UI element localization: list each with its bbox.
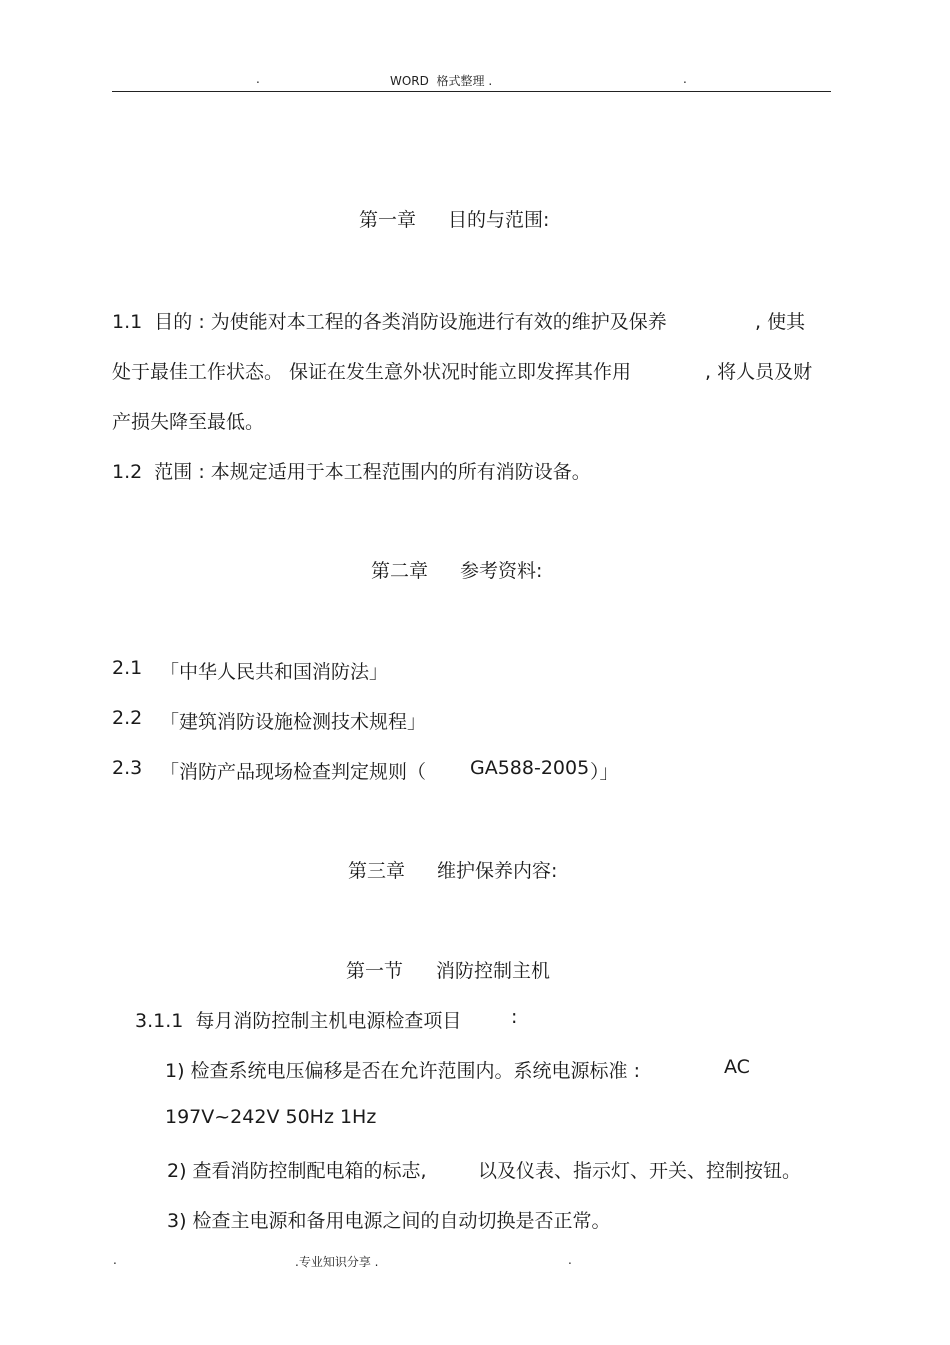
check-item-2: 2) 查看消防控制配电箱的标志, [167, 1160, 427, 1182]
reference-close: ）」 [590, 761, 619, 783]
reference-text: 「消防产品现场检查判定规则（ [160, 761, 427, 783]
section-1-2: 1.2 范围 : 本规定适用于本工程范围内的所有消防设备。 [112, 461, 591, 483]
chapter-2-title: 参考资料: [460, 560, 543, 582]
header-title: WORD 格式整理 . [390, 74, 493, 88]
footer-dot-right: . [568, 1253, 572, 1267]
reference-number: 2.3 [112, 757, 143, 779]
chapter-1-number: 第一章 [359, 209, 417, 231]
header-dot-right: . [683, 72, 687, 86]
section-1-1-line2a: 处于最佳工作状态。 保证在发生意外状况时能立即发挥其作用 [112, 361, 632, 383]
section-1-1-line1: 1.1 目的 : 为使能对本工程的各类消防设施进行有效的维护及保养 [112, 311, 667, 333]
reference-text: 「建筑消防设施检测技术规程」 [160, 711, 427, 733]
footer-dot-left: . [113, 1253, 117, 1267]
header-rule [112, 91, 831, 92]
check-item-1-spec: 197V~242V 50Hz 1Hz [165, 1106, 377, 1128]
footer-text: .专业知识分享 . [295, 1255, 379, 1269]
reference-code: GA588-2005 [470, 757, 590, 779]
section-1-1-line3: 产损失降至最低。 [112, 411, 265, 433]
subsection-3-1-1-label: 3.1.1 每月消防控制主机电源检查项目 [135, 1010, 462, 1032]
chapter-1-title: 目的与范围: [448, 209, 550, 231]
reference-text: 「中华人民共和国消防法」 [160, 661, 389, 683]
section-title: 消防控制主机 [436, 960, 551, 982]
reference-number: 2.1 [112, 657, 143, 679]
check-item-2-tail: 以及仪表、指示灯、开关、控制按钮。 [478, 1160, 802, 1182]
reference-number: 2.2 [112, 707, 143, 729]
section-1-1-line2b: , 将人员及财 [705, 361, 813, 383]
section-number: 第一节 [346, 960, 404, 982]
header-dot-left: . [256, 72, 260, 86]
chapter-2-number: 第二章 [371, 560, 429, 582]
check-item-1: 1) 检查系统电压偏移是否在允许范围内。系统电源标准 : [165, 1060, 640, 1082]
check-item-1-ac: AC [724, 1056, 750, 1078]
subsection-3-1-1-colon: : [511, 1006, 518, 1028]
section-1-1-line1-tail: , 使其 [755, 311, 806, 333]
chapter-3-title: 维护保养内容: [437, 860, 558, 882]
check-item-3: 3) 检查主电源和备用电源之间的自动切换是否正常。 [167, 1210, 611, 1232]
chapter-3-number: 第三章 [348, 860, 406, 882]
